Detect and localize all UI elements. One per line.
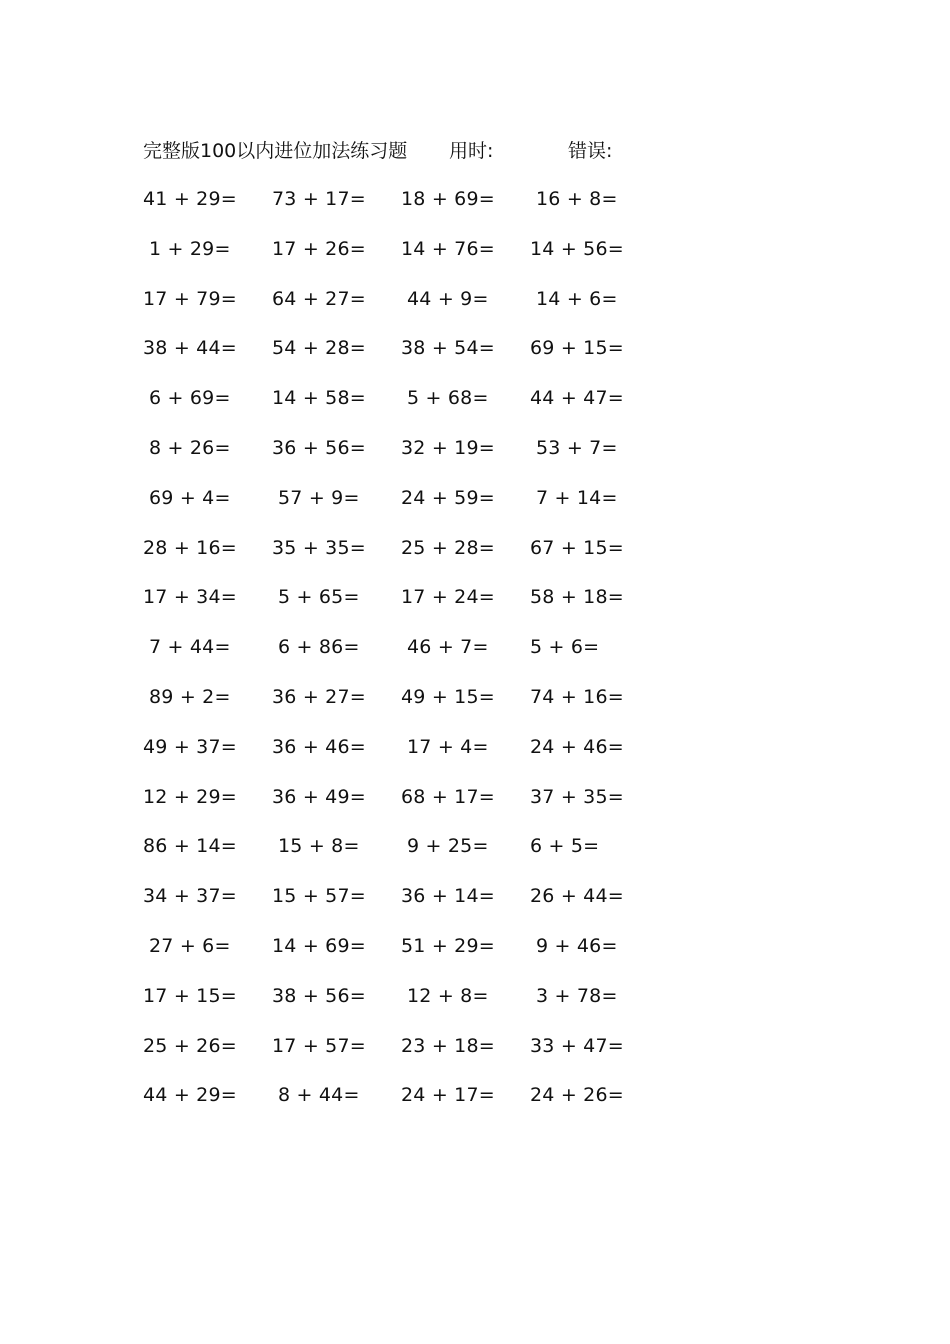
addition-problem: 8 + 26= — [149, 436, 231, 459]
addition-problem: 27 + 6= — [149, 934, 231, 957]
addition-problem: 5 + 65= — [278, 586, 360, 609]
problem-row — [0, 434, 950, 484]
addition-problem: 26 + 44= — [530, 885, 624, 908]
problem-row — [0, 235, 950, 285]
addition-problem: 38 + 44= — [143, 337, 237, 360]
addition-problem: 46 + 7= — [407, 636, 489, 659]
problem-row — [0, 733, 950, 783]
problem-row — [0, 185, 950, 235]
addition-problem: 14 + 58= — [272, 387, 366, 410]
time-used-label: 用时: — [449, 140, 494, 162]
addition-problem: 25 + 28= — [401, 536, 495, 559]
addition-problem: 36 + 14= — [401, 885, 495, 908]
problem-row — [0, 982, 950, 1032]
addition-problem: 5 + 6= — [530, 636, 600, 659]
problem-row — [0, 1032, 950, 1082]
addition-problem: 32 + 19= — [401, 436, 495, 459]
addition-problem: 36 + 46= — [272, 735, 366, 758]
addition-problem: 12 + 29= — [143, 785, 237, 808]
addition-problem: 57 + 9= — [278, 486, 360, 509]
addition-problem: 15 + 57= — [272, 885, 366, 908]
addition-problem: 69 + 4= — [149, 486, 231, 509]
addition-problem: 8 + 44= — [278, 1084, 360, 1107]
addition-problem: 17 + 26= — [272, 237, 366, 260]
addition-problem: 17 + 34= — [143, 586, 237, 609]
addition-problem: 36 + 56= — [272, 436, 366, 459]
addition-problem: 89 + 2= — [149, 685, 231, 708]
addition-problem: 14 + 69= — [272, 934, 366, 957]
problem-row — [0, 484, 950, 534]
addition-problem: 7 + 44= — [149, 636, 231, 659]
addition-problem: 44 + 47= — [530, 387, 624, 410]
addition-problem: 1 + 29= — [149, 237, 231, 260]
worksheet-title: 完整版100以内进位加法练习题 — [143, 140, 408, 162]
problem-row — [0, 534, 950, 584]
addition-problem: 14 + 6= — [536, 287, 618, 310]
addition-problem: 6 + 69= — [149, 387, 231, 410]
addition-problem: 37 + 35= — [530, 785, 624, 808]
addition-problem: 58 + 18= — [530, 586, 624, 609]
addition-problem: 74 + 16= — [530, 685, 624, 708]
addition-problem: 73 + 17= — [272, 188, 366, 210]
addition-problem: 33 + 47= — [530, 1034, 624, 1057]
addition-problem: 12 + 8= — [407, 984, 489, 1007]
addition-problem: 64 + 27= — [272, 287, 366, 310]
addition-problem: 25 + 26= — [143, 1034, 237, 1057]
addition-problem: 68 + 17= — [401, 785, 495, 808]
addition-problem: 14 + 76= — [401, 237, 495, 260]
addition-problem: 17 + 4= — [407, 735, 489, 758]
addition-problem: 24 + 17= — [401, 1084, 495, 1107]
addition-problem: 14 + 56= — [530, 237, 624, 260]
problem-row — [0, 783, 950, 833]
problem-row — [0, 334, 950, 384]
addition-problem: 38 + 56= — [272, 984, 366, 1007]
problem-row — [0, 882, 950, 932]
addition-problem: 54 + 28= — [272, 337, 366, 360]
addition-problem: 49 + 37= — [143, 735, 237, 758]
addition-problem: 38 + 54= — [401, 337, 495, 360]
addition-problem: 41 + 29= — [143, 188, 237, 210]
addition-problem: 5 + 68= — [407, 387, 489, 410]
addition-problem: 3 + 78= — [536, 984, 618, 1007]
addition-problem: 17 + 57= — [272, 1034, 366, 1057]
addition-problem: 7 + 14= — [536, 486, 618, 509]
addition-problem: 35 + 35= — [272, 536, 366, 559]
problem-row — [0, 1081, 950, 1131]
addition-problem: 86 + 14= — [143, 835, 237, 858]
addition-problem: 44 + 9= — [407, 287, 489, 310]
problem-grid — [0, 185, 950, 1131]
problem-row — [0, 384, 950, 434]
addition-problem: 16 + 8= — [536, 188, 618, 210]
addition-problem: 17 + 79= — [143, 287, 237, 310]
problem-row — [0, 285, 950, 335]
addition-problem: 34 + 37= — [143, 885, 237, 908]
problem-row — [0, 683, 950, 733]
addition-problem: 53 + 7= — [536, 436, 618, 459]
error-count-label: 错误: — [568, 140, 613, 162]
addition-problem: 17 + 24= — [401, 586, 495, 609]
addition-problem: 28 + 16= — [143, 536, 237, 559]
addition-problem: 49 + 15= — [401, 685, 495, 708]
addition-problem: 18 + 69= — [401, 188, 495, 210]
addition-problem: 69 + 15= — [530, 337, 624, 360]
addition-problem: 36 + 49= — [272, 785, 366, 808]
addition-problem: 51 + 29= — [401, 934, 495, 957]
addition-problem: 9 + 46= — [536, 934, 618, 957]
addition-problem: 6 + 86= — [278, 636, 360, 659]
addition-problem: 24 + 26= — [530, 1084, 624, 1107]
addition-problem: 9 + 25= — [407, 835, 489, 858]
problem-row — [0, 633, 950, 683]
addition-problem: 6 + 5= — [530, 835, 600, 858]
addition-problem: 23 + 18= — [401, 1034, 495, 1057]
addition-problem: 67 + 15= — [530, 536, 624, 559]
addition-problem: 44 + 29= — [143, 1084, 237, 1107]
problem-row — [0, 832, 950, 882]
addition-problem: 24 + 59= — [401, 486, 495, 509]
addition-problem: 24 + 46= — [530, 735, 624, 758]
addition-problem: 36 + 27= — [272, 685, 366, 708]
addition-problem: 15 + 8= — [278, 835, 360, 858]
addition-problem: 17 + 15= — [143, 984, 237, 1007]
problem-row — [0, 583, 950, 633]
problem-row — [0, 932, 950, 982]
